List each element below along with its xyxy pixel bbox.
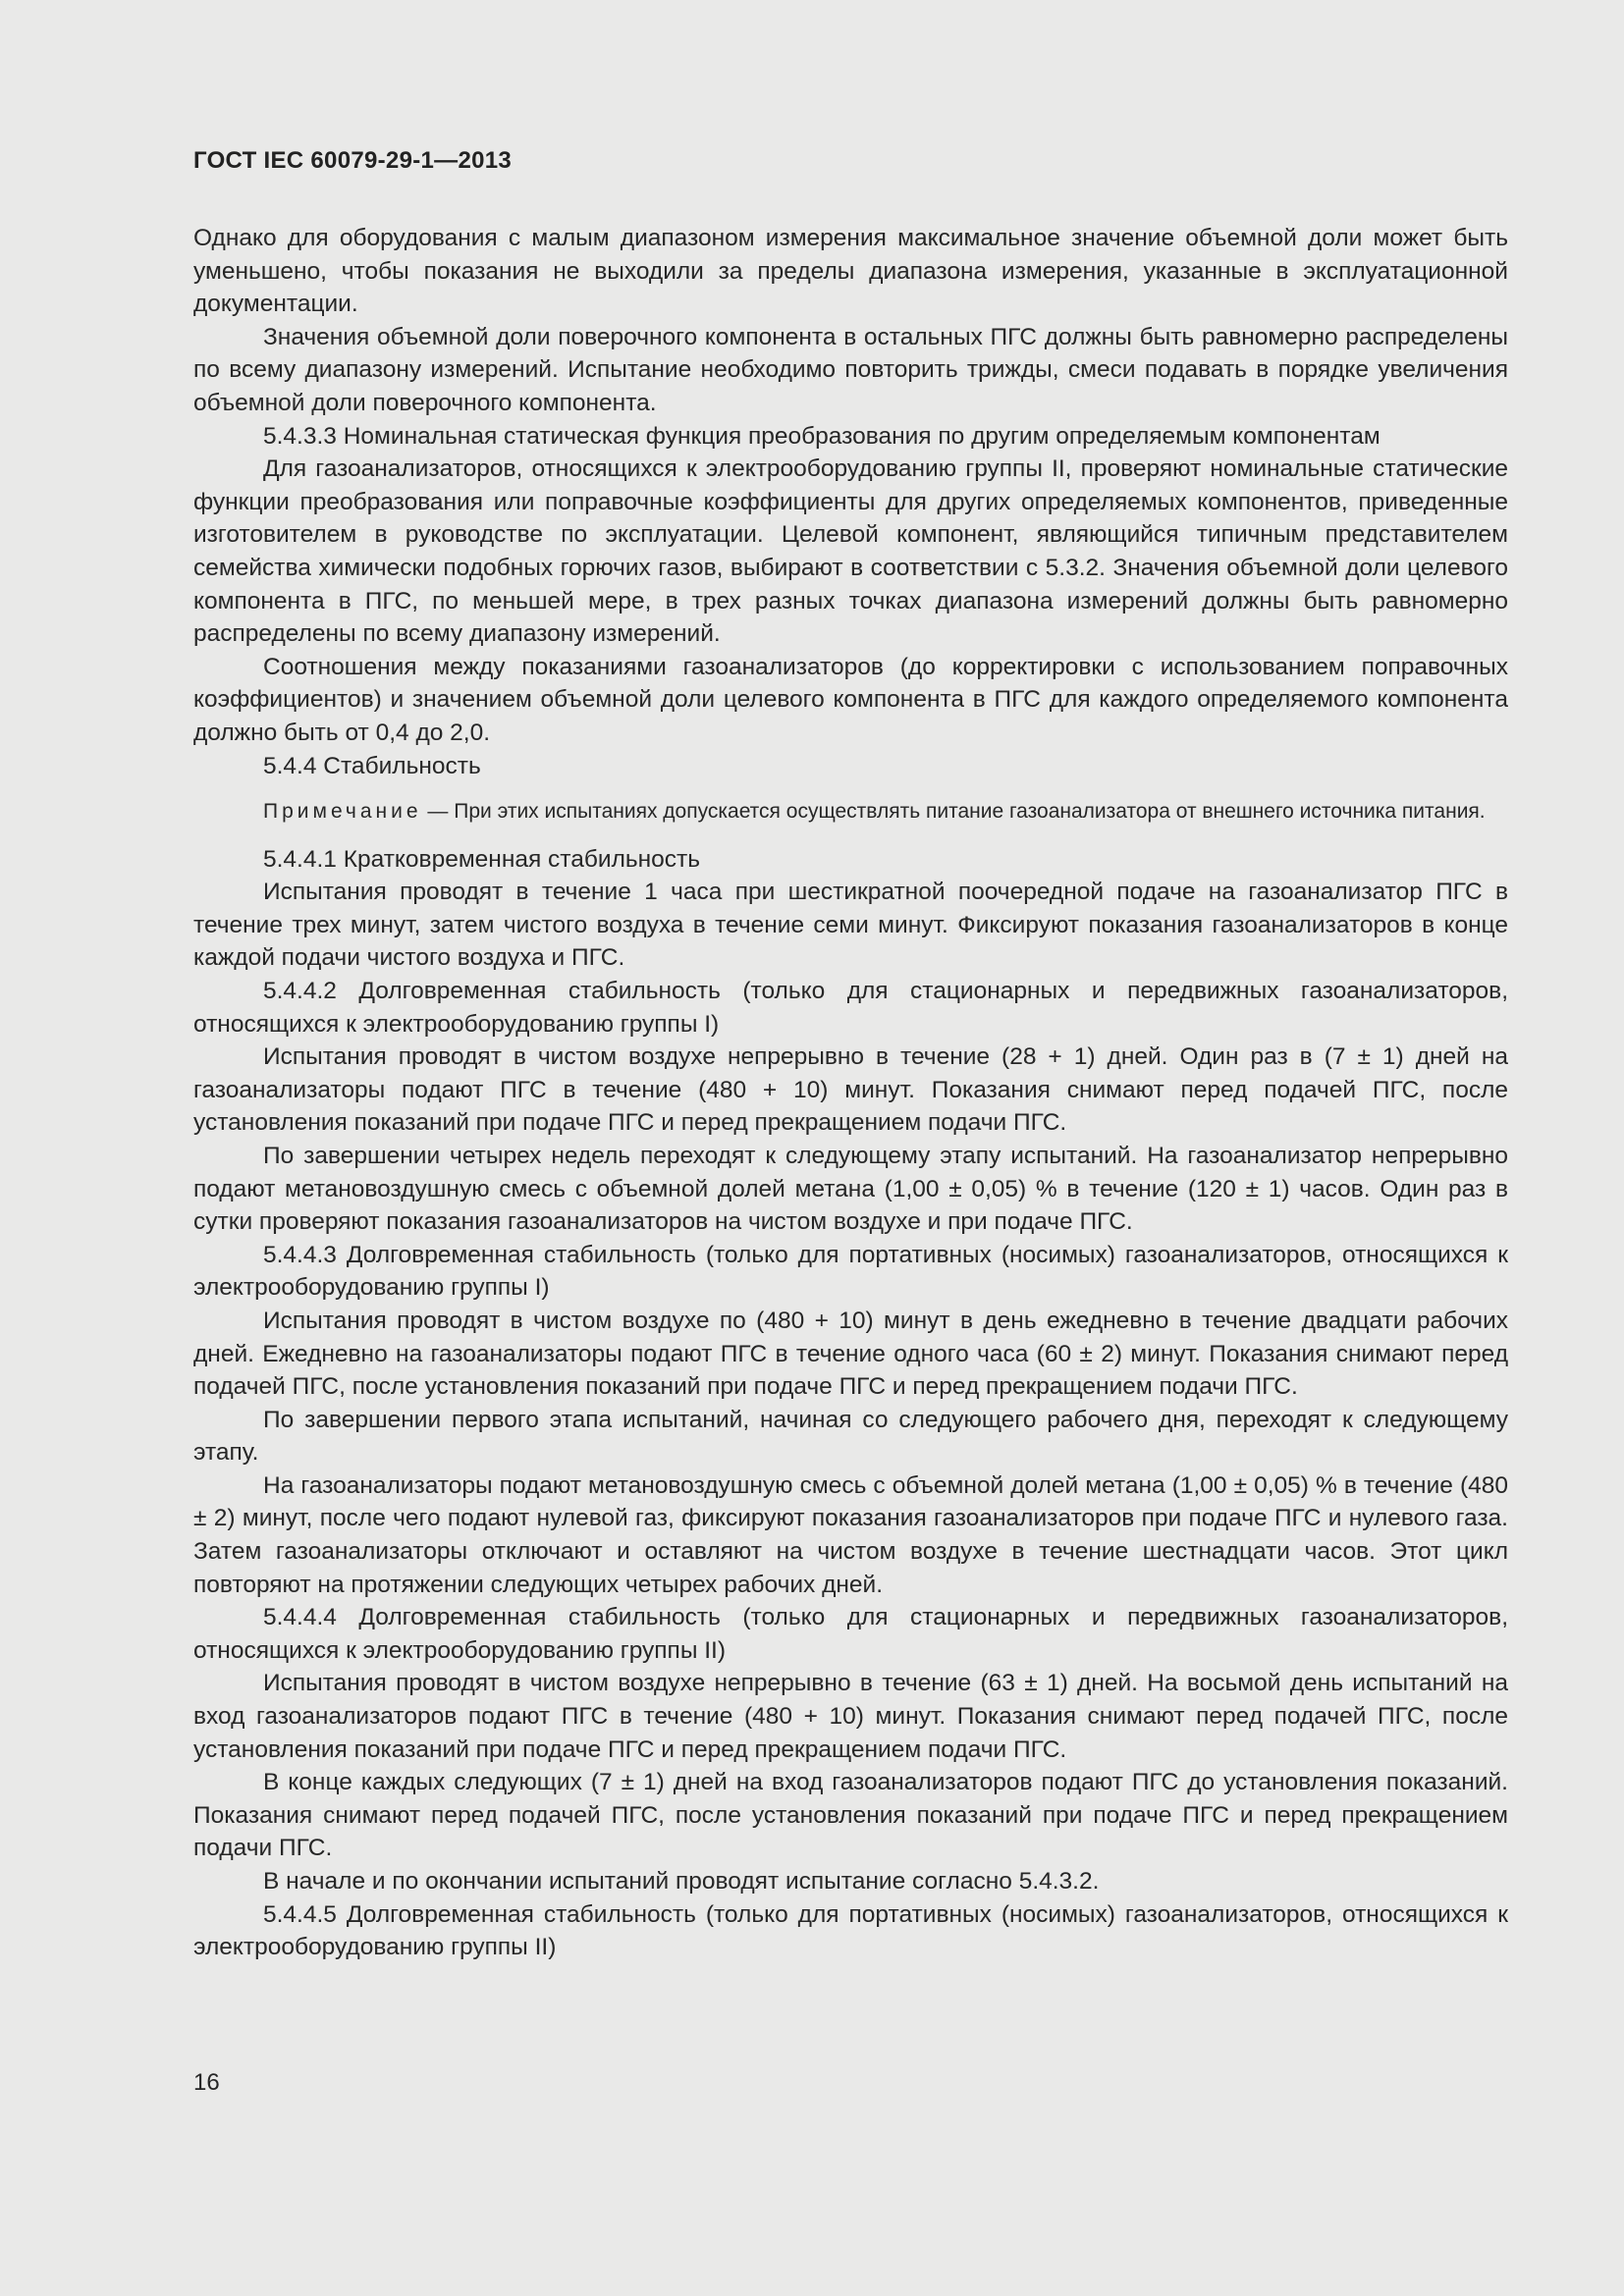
document-header: ГОСТ IEC 60079-29-1—2013 bbox=[193, 147, 513, 174]
paragraph: Испытания проводят в чистом воздухе по (480 + 10) минут в день ежедневно в течение двадцати рабочих дней. Ежедневно на газоанализаторы подают ПГС в течение одного часа (60 ± 2) минут. Показания снимают перед подачей ПГС, после установления показаний при подаче ПГС и перед прекращением подачи ПГС. bbox=[193, 1307, 1508, 1401]
note bbox=[193, 798, 1508, 826]
note-text: — При этих испытаниях допускается осуществлять питание газоанализатора от внешнего источника питания. bbox=[421, 800, 1486, 824]
paragraph: Соотношения между показаниями газоанализаторов (до корректировки с использованием поправочных коэффициентов) и значением объемной доли целевого компонента в ПГС для каждого определяемого компонента должно быть от 0,4 до 2,0. bbox=[193, 653, 1508, 746]
section-heading: 5.4.4.1 Кратковременная стабильность bbox=[263, 845, 701, 873]
section-heading: 5.4.4.5 Долговременная стабильность (только для портативных (носимых) газоанализаторов, относящихся к электрооборудованию группы II) bbox=[193, 1900, 1508, 1961]
page-number: 16 bbox=[193, 2069, 220, 2096]
note-label: Примечание bbox=[263, 800, 422, 824]
paragraph: Испытания проводят в чистом воздухе непрерывно в течение (63 ± 1) дней. На восьмой день испытаний на вход газоанализаторов подают ПГС в течение (480 + 10) минут. Показания снимают перед подачей ПГС, после установления показаний при подаче ПГС и перед прекращением подачи ПГС. bbox=[193, 1670, 1508, 1763]
section-heading: 5.4.4.4 Долговременная стабильность (только для стационарных и передвижных газоанализаторов, относящихся к электрооборудованию группы II) bbox=[193, 1604, 1508, 1664]
paragraph: По завершении первого этапа испытаний, начиная со следующего рабочего дня, переходят к следующему этапу. bbox=[193, 1406, 1508, 1467]
section-heading: 5.4.4 Стабильность bbox=[263, 752, 481, 779]
section-heading: 5.4.3.3 Номинальная статическая функция преобразования по другим определяемым компонентам bbox=[263, 422, 1380, 450]
paragraph: По завершении четырех недель переходят к следующему этапу испытаний. На газоанализатор непрерывно подают метановоздушную смесь с объемной долей метана (1,00 ± 0,05) % в течение (120 ± 1) часов. Один раз в сутки проверяют показания газоанализаторов на чистом воздухе и при подаче ПГС. bbox=[193, 1142, 1508, 1236]
paragraph: На газоанализаторы подают метановоздушную смесь с объемной долей метана (1,00 ± 0,05) % в течение (480 ± 2) минут, после чего подают нулевой газ, фиксируют показания газоанализаторов при подаче ПГС и нулевого газа. Затем газоанализаторы отключают и оставляют на чистом воздухе в течение шестнадцати часов. Этот цикл повторяют на протяжении следующих четырех рабочих дней. bbox=[193, 1471, 1508, 1598]
paragraph: Испытания проводят в чистом воздухе непрерывно в течение (28 + 1) дней. Один раз в (7 ± 1) дней на газоанализаторы подают ПГС в течение (480 + 10) минут. Показания снимают перед подачей ПГС, после установления показаний при подаче ПГС и перед прекращением подачи ПГС. bbox=[193, 1043, 1508, 1137]
paragraph: Для газоанализаторов, относящихся к электрооборудованию группы II, проверяют номинальные статические функции преобразования или поправочные коэффициенты для других определяемых компонентов, приведенные изготовителем в руководстве по эксплуатации. Целевой компонент, являющийся типичным представителем семейства химически подобных горючих газов, выбирают в соответствии с 5.3.2. Значения объемной доли целевого компонента в ПГС, по меньшей мере, в трех разных точках диапазона измерений должны быть равномерно распределены по всему диапазону измерений. bbox=[193, 455, 1508, 648]
document-body bbox=[193, 222, 1508, 1964]
section-heading: 5.4.4.2 Долговременная стабильность (только для стационарных и передвижных газоанализаторов, относящихся к электрооборудованию группы I) bbox=[193, 977, 1508, 1038]
section-heading: 5.4.4.3 Долговременная стабильность (только для портативных (носимых) газоанализаторов, относящихся к электрооборудованию группы I) bbox=[193, 1241, 1508, 1302]
paragraph: В начале и по окончании испытаний проводят испытание согласно 5.4.3.2. bbox=[263, 1868, 1100, 1895]
paragraph: Испытания проводят в течение 1 часа при шестикратной поочередной подаче на газоанализатор ПГС в течение трех минут, затем чистого воздуха в течение семи минут. Фиксируют показания газоанализаторов в конце каждой подачи чистого воздуха и ПГС. bbox=[193, 879, 1508, 972]
paragraph: Значения объемной доли поверочного компонента в остальных ПГС должны быть равномерно распределены по всему диапазону измерений. Испытание необходимо повторить трижды, смеси подавать в порядке увеличения объемной доли поверочного компонента. bbox=[193, 323, 1508, 416]
paragraph: В конце каждых следующих (7 ± 1) дней на вход газоанализаторов подают ПГС до установления показаний. Показания снимают перед подачей ПГС, после установления показаний при подаче ПГС и перед прекращением подачи ПГС. bbox=[193, 1769, 1508, 1862]
paragraph: Однако для оборудования с малым диапазоном измерения максимальное значение объемной доли может быть уменьшено, чтобы показания не выходили за пределы диапазона измерения, указанные в эксплуатационной документации. bbox=[193, 225, 1508, 318]
